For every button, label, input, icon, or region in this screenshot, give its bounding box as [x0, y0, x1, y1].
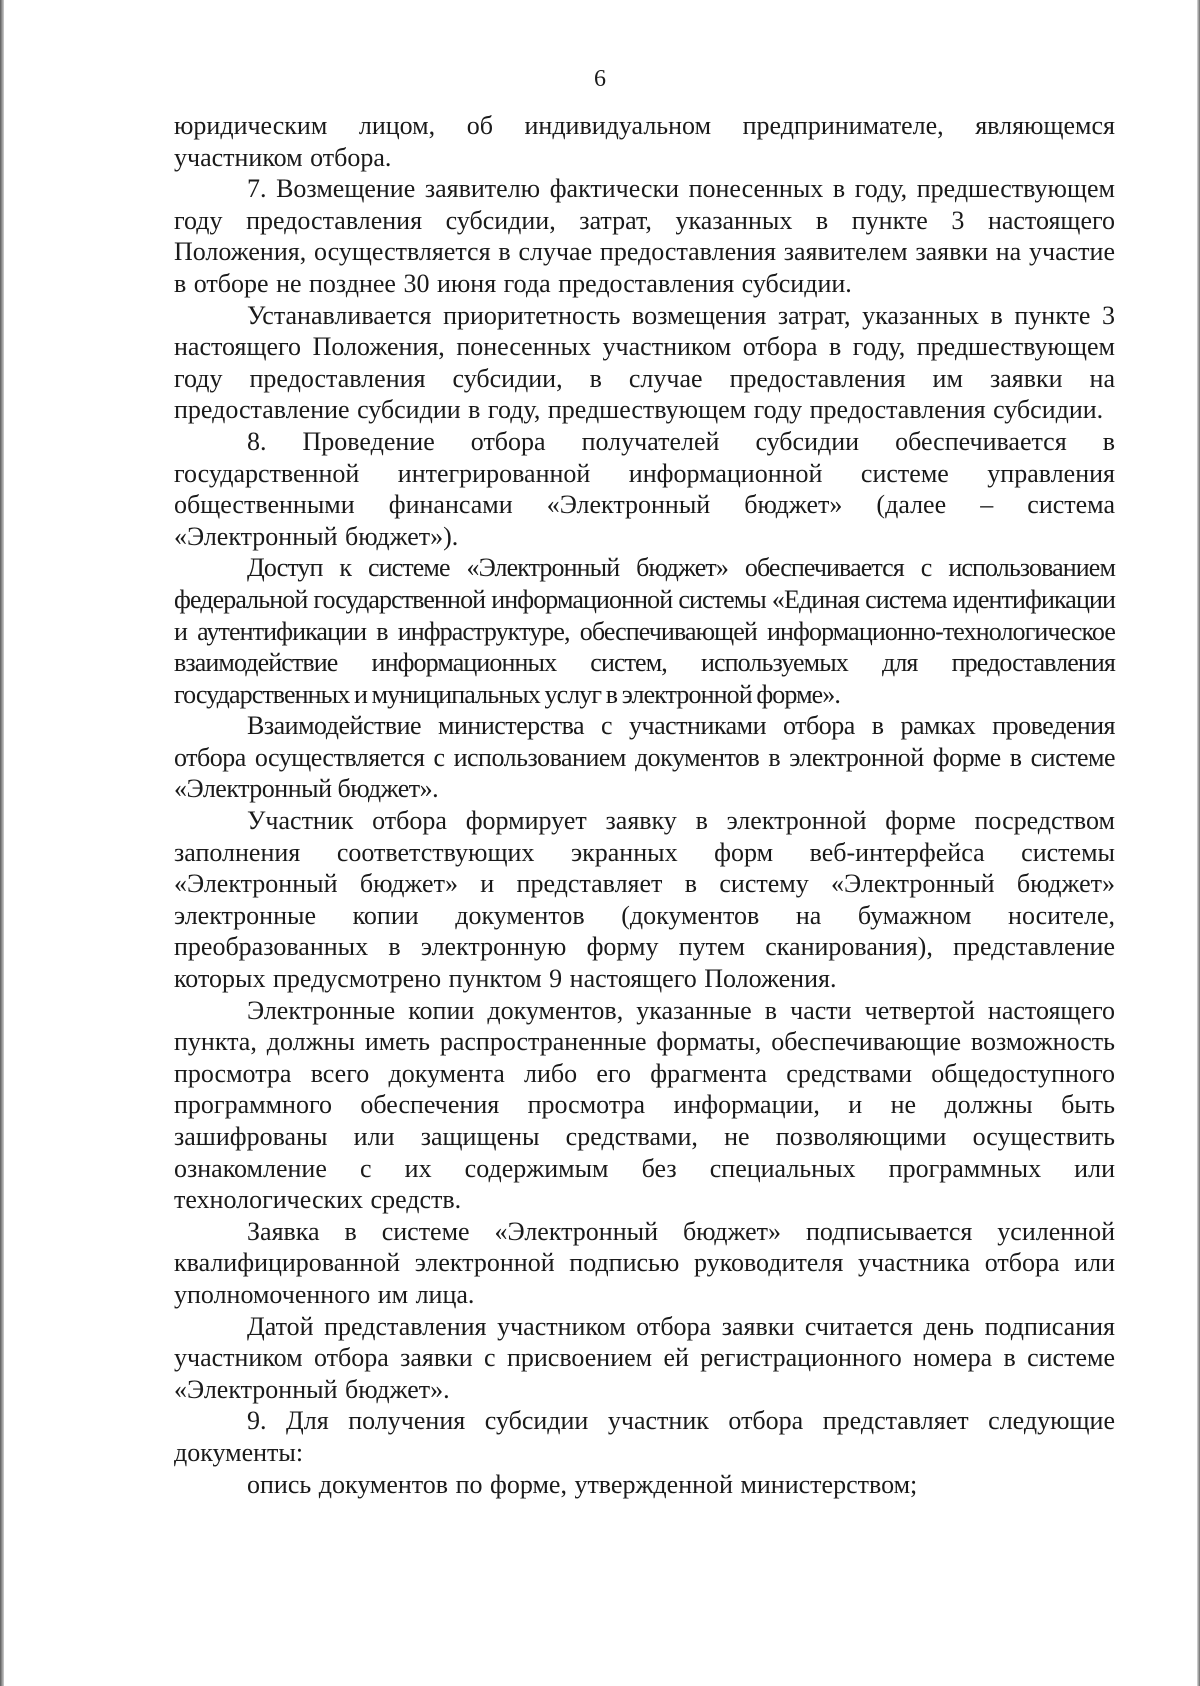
paragraph-item-8-selection-system: 8. Проведение отбора получателей субсидии обеспечивается в государственной интегрированной информационной системе управления общественными финансами «Электронный бюджет» (далее – система «Электронный бюджет»). — [174, 426, 1115, 551]
paragraph-documents-inventory: опись документов по форме, утвержденной министерством; — [247, 1469, 918, 1499]
scan-left-edge — [0, 0, 4, 1686]
paragraph-electronic-copies-formats: Электронные копии документов, указанные в части четвертой настоящего пункта, должны иметь распространенные форматы, обеспечивающие возможность просмотра всего документа либо его фрагмента средствами общедоступного программного обеспечения просмотра информации, и не должны быть зашифрованы или защищены средствами, не позволяющими осуществить ознакомление с их содержимым без специальных программных или технологических средств. — [174, 995, 1115, 1215]
paragraph-system-access: Доступ к системе «Электронный бюджет» обеспечивается с использованием федеральной государственной информационной системы «Единая система идентификации и аутентификации в инфраструктуре, обеспечивающей информационно-технологическое взаимодействие информационных систем, используемых для предоставления государственных и муниципальных услуг в электронной форме». — [174, 553, 1115, 709]
paragraph-application-forming: Участник отбора формирует заявку в электронной форме посредством заполнения соответствующих экранных форм веб-интерфейса системы «Электронный бюджет» и представляет в систему «Электронный бюджет» электронные копии документов (документов на бумажном носителе, преобразованных в электронную форму путем сканирования), представление которых предусмотрено пунктом 9 настоящего Положения. — [174, 806, 1115, 994]
paragraph-submission-date: Датой представления участником отбора заявки считается день подписания участником отбора заявки с присвоением ей регистрационного номера в системе «Электронный бюджет». — [174, 1311, 1115, 1404]
paragraph-legal-entity-continuation: юридическим лицом, об индивидуальном предпринимателе, являющемся участником отбора. — [174, 111, 1115, 172]
paragraph-item-7-reimbursement: 7. Возмещение заявителю фактически понесенных в году, предшествующем году предоставления субсидии, затрат, указанных в пункте 3 настоящего Положения, осуществляется в случае предоставления заявителем заявки на участие в отборе не позднее 30 июня года предоставления субсидии. — [174, 174, 1115, 298]
paragraph-priority-reimbursement: Устанавливается приоритетность возмещения затрат, указанных в пункте 3 настоящего Положения, понесенных участником отбора в году, предшествующем году предоставления субсидии, в случае предоставления им заявки на предоставление субсидии в году, предшествующем году предоставления субсидии. — [174, 300, 1115, 425]
paragraph-application-signature: Заявка в системе «Электронный бюджет» подписывается усиленной квалифицированной электронной подписью руководителя участника отбора или уполномоченного им лица. — [174, 1216, 1115, 1309]
paragraph-ministry-interaction: Взаимодействие министерства с участниками отбора в рамках проведения отбора осуществляется с использованием документов в электронной форме в системе «Электронный бюджет». — [174, 711, 1115, 804]
paragraph-item-9-documents: 9. Для получения субсидии участник отбора представляет следующие документы: — [174, 1406, 1115, 1467]
page-number: 6 — [594, 66, 606, 92]
document-body — [174, 110, 1115, 1500]
